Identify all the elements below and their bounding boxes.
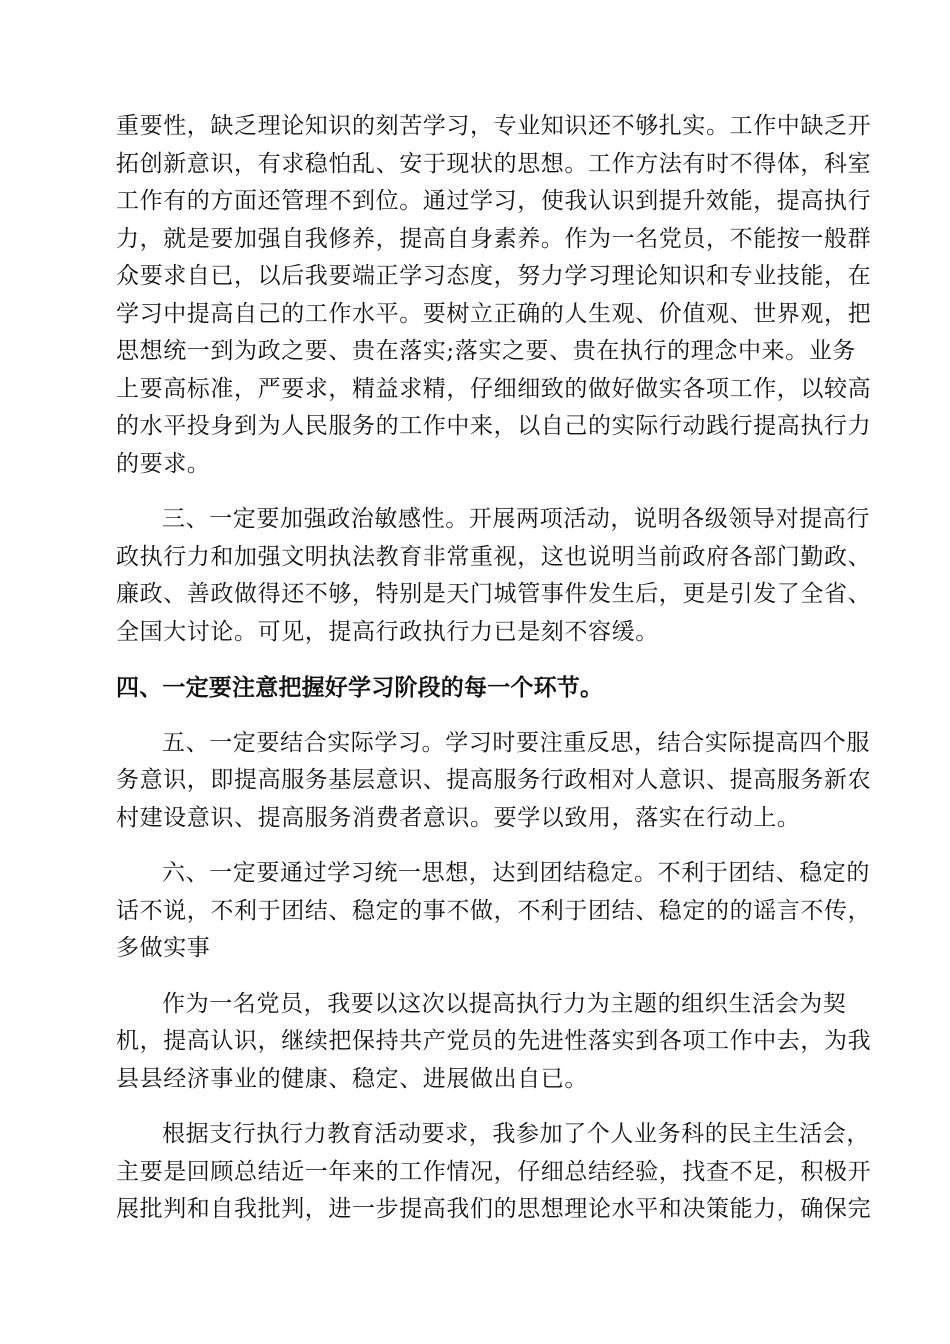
text-line: 的水平投身到为人民服务的工作中来，以自己的实际行动践行提高执行力 [116,413,872,439]
document-body [116,108,950,1229]
text-line: 工作有的方面还管理不到位。通过学习，使我认识到提升效能，提高执行 [116,188,872,214]
text-line: 五、一定要结合实际学习。学习时要注重反思，结合实际提高四个服 [162,729,870,756]
text-line: 思想统一到为政之要、贵在落实;落实之要、贵在执行的理念中来。业务 [116,338,856,364]
text-line: 三、一定要加强政治敏感性。开展两项活动，说明各级领导对提高行 [162,506,870,532]
text-line: 学习中提高自己的工作水平。要树立正确的人生观、价值观、世界观，把 [116,300,872,327]
text-line: 村建设意识、提高服务消费者意识。要学以致用，落实在行动上。 [116,804,801,831]
text-line: 机，提高认识，继续把保持共产党员的先进性落实到各项工作中去，为我 [116,1028,872,1054]
text-line: 的要求。 [116,450,211,477]
paragraph [116,1116,950,1229]
text-line: 廉政、善政做得还不够，特别是天门城管事件发生后，更是引发了全省、 [116,581,872,607]
text-line: 全国大讨论。可见，提高行政执行力已是刻不容缓。 [116,618,659,645]
text-line: 县县经济事业的健康、稳定、进展做出自已。 [116,1065,588,1092]
paragraph [116,501,950,651]
paragraph [116,669,950,707]
text-line: 众要求自已，以后我要端正学习态度，努力学习理论知识和专业技能，在 [116,263,872,289]
text-line: 六、一定要通过学习统一思想，达到团结稳定。不利于团结、稳定的 [162,860,870,886]
text-line: 力，就是要加强自我修养，提高自身素养。作为一名党员，不能按一般群 [116,225,872,252]
text-line: 务意识，即提高服务基层意识、提高服务行政相对人意识、提高服务新农 [116,767,872,793]
text-line: 多做实事 [116,935,211,961]
text-line: 上要高标准，严要求，精益求精，仔细细致的做好做实各项工作，以较高 [116,375,872,402]
text-line: 主要是回顾总结近一年来的工作情况，仔细总结经验，找查不足，积极开 [116,1158,872,1185]
paragraph [116,855,950,968]
text-line: 政执行力和加强文明执法教育非常重视，这也说明当前政府各部门勤政、 [116,543,872,570]
text-line: 拓创新意识，有求稳怕乱、安于现状的思想。工作方法有时不得体，科室 [116,150,872,177]
text-line: 根据支行执行力教育活动要求，我参加了个人业务科的民主生活会， [162,1121,870,1147]
text-line: 重要性，缺乏理论知识的刻苦学习，专业知识还不够扎实。工作中缺乏开 [116,113,872,139]
paragraph [116,725,950,838]
text-line: 展批判和自我批判，进一步提高我们的思想理论水平和决策能力，确保完 [116,1196,872,1222]
heading-line: 四、一定要注意把握好学习阶段的每一个环节。 [116,674,604,701]
paragraph [116,108,950,483]
text-line: 作为一名党员，我要以这次以提高执行力为主题的组织生活会为契 [162,990,847,1017]
paragraph [116,986,950,1099]
text-line: 话不说，不利于团结、稳定的事不做，不利于团结、稳定的的谣言不传， [116,897,872,924]
